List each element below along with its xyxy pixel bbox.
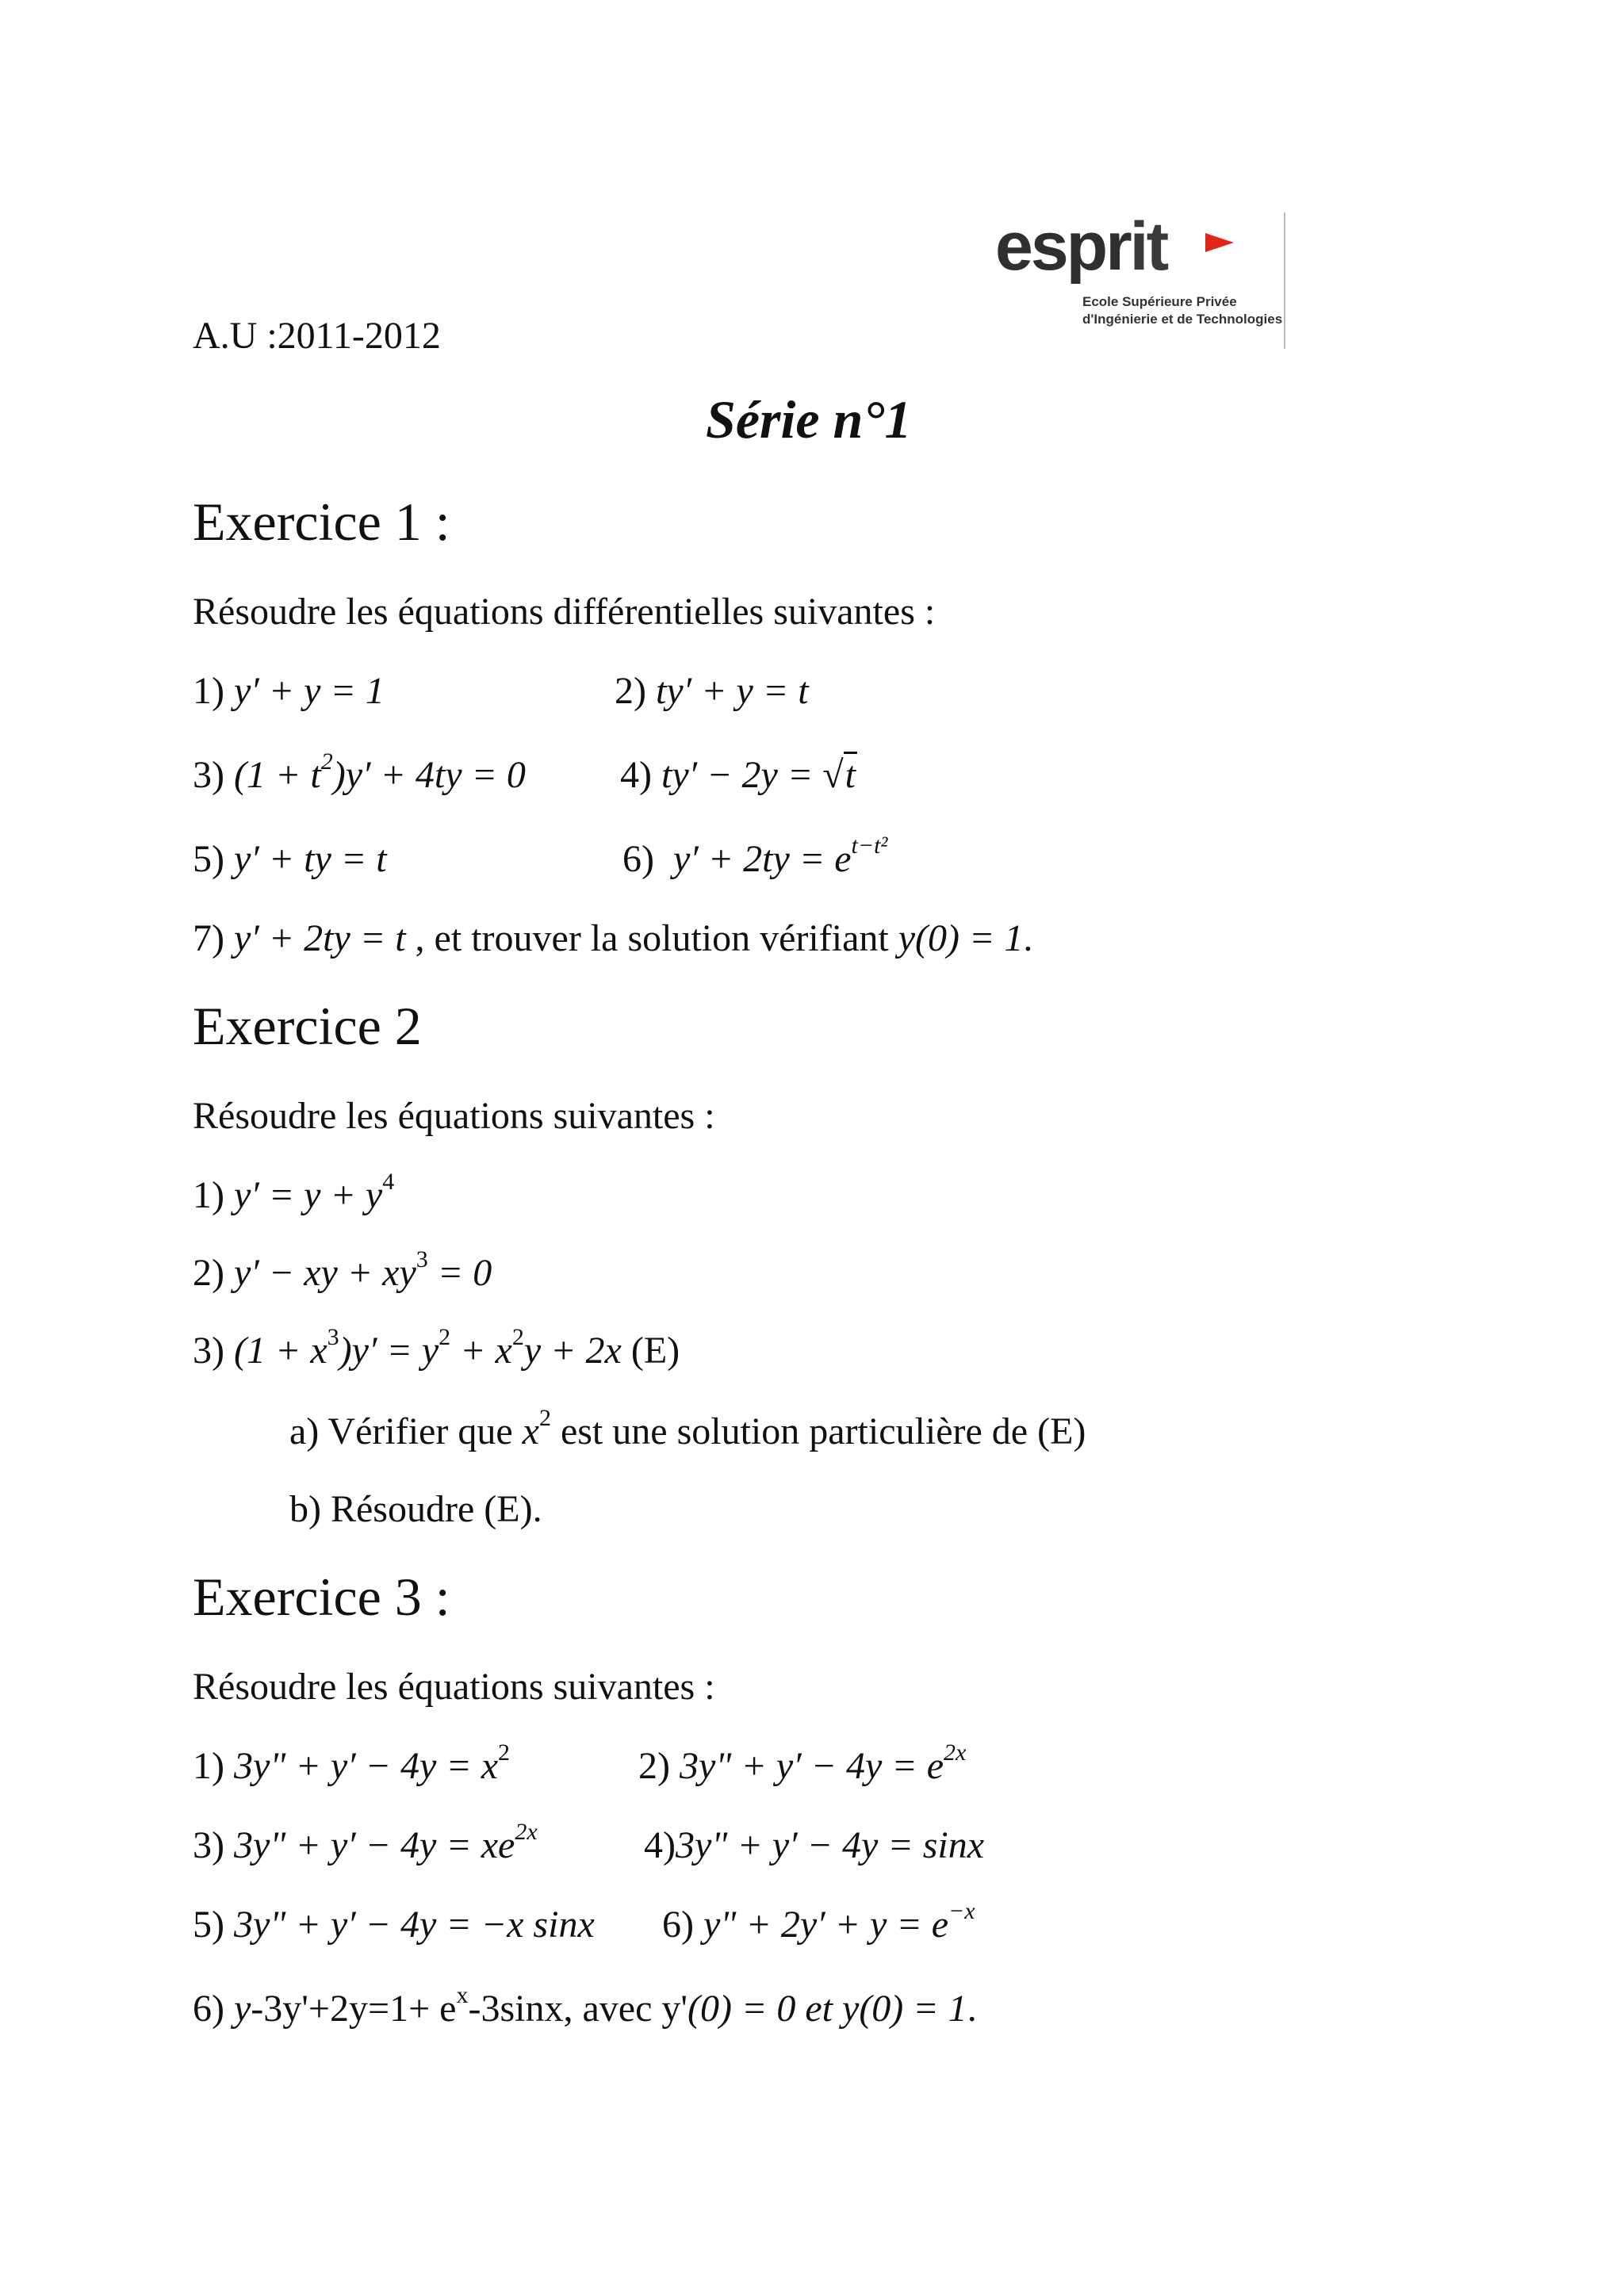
page-title: Série n°1 <box>706 389 912 450</box>
ex3-item-5: 5) 3y" + y′ − 4y = −x sinx <box>193 1904 595 1946</box>
exercise-1-heading: Exercice 1 : <box>193 492 450 552</box>
logo-line1: Ecole Supérieure Privée <box>1082 294 1237 309</box>
logo-word-right: it <box>1129 209 1167 285</box>
ex1-item-6: 6) $y' + 2ty = e^{t-t^2}$ <box>622 832 888 880</box>
ex2-item-2: 2) y′ − xy + $xy^3 = 0$ <box>193 1246 492 1294</box>
esprit-logo <box>995 208 1289 350</box>
ex3-item-4: 4)3y" + y′ − 4y = sinx <box>644 1824 985 1866</box>
logo-word-left: espr <box>995 209 1130 285</box>
logo-divider <box>1284 212 1285 349</box>
ex1-item-2: 2) ty′ + y = t <box>615 670 809 712</box>
ex3-item-6: 6) y" + $2y' + y = e^{-x}$ <box>662 1898 975 1946</box>
exercise-3-heading: Exercice 3 : <box>193 1567 450 1627</box>
ex2-sub-a: a) Vérifier que $x^2$ est une solution particulière de (E) <box>289 1405 1086 1452</box>
flag-icon <box>1204 232 1235 254</box>
ex2-item-3: 3) $(1 + x^3)y' = y^2 + x^2y + 2x$ (E) <box>193 1324 680 1372</box>
ex1-item-4: 4) ty′ − 2y = √t <box>620 752 857 799</box>
ex3-item-7: 6) $y-3y'+2y=1+ e^x-3\sin x$, avec y'(0) = 0 et y(0) = 1. <box>193 1982 977 2030</box>
ex1-item-3: 3) $(1 + t^2)y' + 4ty = 0$ <box>193 748 526 796</box>
logo-line2: d'Ingénierie et de Technologies <box>1082 312 1283 327</box>
academic-year: A.U :2011-2012 <box>193 315 441 357</box>
exercise-1-intro: Résoudre les équations différentielles suivantes : <box>193 591 936 633</box>
exercise-3-intro: Résoudre les équations suivantes : <box>193 1666 715 1708</box>
ex2-item-1: 1) $y' = y + y^4$ <box>193 1169 395 1216</box>
ex1-item-5: 5) y′ + ty = t <box>193 838 387 880</box>
ex1-item-7: 7) y′ + 2ty = t , et trouver la solution vérifiant y(0) = 1. <box>193 917 1033 959</box>
ex3-item-3: 3) 3y" + $y' - 4y = xe^{2x}$ <box>193 1819 538 1866</box>
ex3-item-1: 1) 3y" + $y' - 4y = x^2$ <box>193 1739 511 1787</box>
exercise-2-intro: Résoudre les équations suivantes : <box>193 1095 715 1137</box>
ex2-sub-b: b) Résoudre (E). <box>289 1488 542 1530</box>
ex1-item-1: 1) y′ + y = 1 <box>193 670 385 712</box>
ex3-item-2: 2) 3y" + $y' - 4y = e^{2x}$ <box>638 1739 967 1787</box>
exercise-2-heading: Exercice 2 <box>193 996 422 1056</box>
